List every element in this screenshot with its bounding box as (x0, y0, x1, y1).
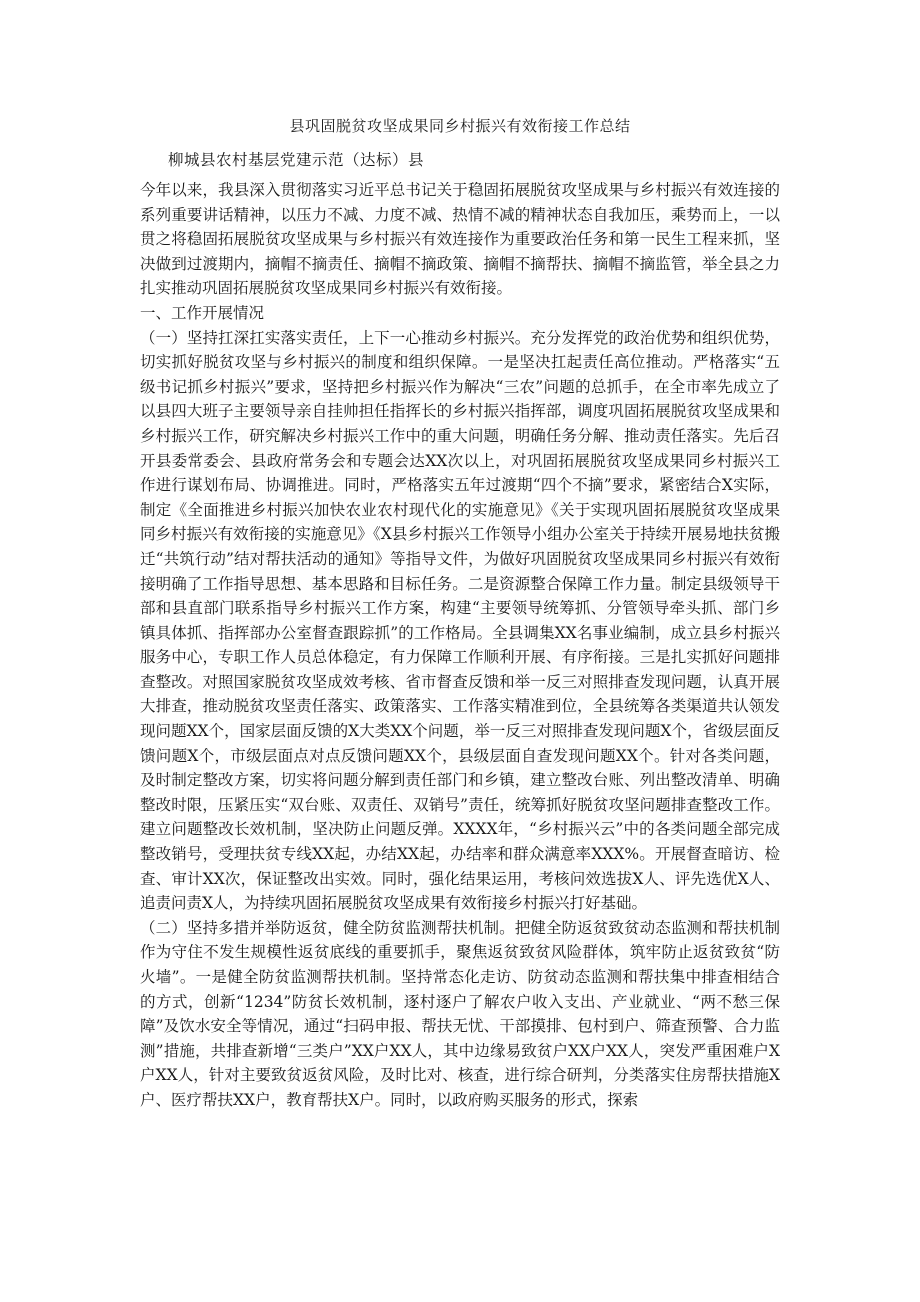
paragraph-section-2: （二）坚持多措并举防返贫，健全防贫监测帮扶机制。把健全防返贫致贫动态监测和帮扶机制作为守住不发生规模性返贫底线的重要抓手，聚焦返贫致贫风险群体，筑牢防止返贫致贫“防火墙”。一是健全防贫监测帮扶机制。坚持常态化走访、防贫动态监测和帮扶集中排查相结合的方式，创新“1234”防贫长效机制，逐村逐户了解农户收入支出、产业就业、“两不愁三保障”及饮水安全等情况，通过“扫码申报、帮扶无忧、干部摸排、包村到户、筛查预警、合力监测”措施，共排查新增“三类户”XX户XX人，其中边缘易致贫户XX户XX人，突发严重困难户X户XX人，针对主要致贫返贫风险，及时比对、核查，进行综合研判，分类落实住房帮扶措施X户、医疗帮扶XX户，教育帮扶X户。同时，以政府购买服务的形式，探索 (140, 918, 780, 1109)
paragraph-section-1: （一）坚持扛深扛实落实责任，上下一心推动乡村振兴。充分发挥党的政治优势和组织优势，切实抓好脱贫攻坚与乡村振兴的制度和组织保障。一是坚决扛起责任高位推动。严格落实“五级书记抓乡村振兴”要求，坚持把乡村振兴作为解决“三农”问题的总抓手，在全市率先成立了以县四大班子主要领导亲自挂帅担任指挥长的乡村振兴指挥部，调度巩固拓展脱贫攻坚成果和乡村振兴工作，研究解决乡村振兴工作中的重大问题，明确任务分解、推动责任落实。先后召开县委常委会、县政府常务会和专题会达XX次以上，对巩固拓展脱贫攻坚成果同乡村振兴工作进行谋划布局、协调推进。同时，严格落实五年过渡期“四个不摘”要求，紧密结合X实际，制定《全面推进乡村振兴加快农业农村现代化的实施意见》《关于实现巩固拓展脱贫攻坚成果同乡村振兴有效衔接的实施意见》《X县乡村振兴工作领导小组办公室关于持续开展易地扶贫搬迁“共筑行动”结对帮扶活动的通知》等指导文件，为做好巩固脱贫攻坚成果同乡村振兴有效衔接明确了工作指导思想、基本思路和目标任务。二是资源整合保障工作力量。制定县级领导干部和县直部门联系指导乡村振兴工作方案，构建“主要领导统筹抓、分管领导牵头抓、部门乡镇具体抓、指挥部办公室督查跟踪抓”的工作格局。全县调集XX名事业编制，成立县乡村振兴服务中心，专职工作人员总体稳定，有力保障工作顺利开展、有序衔接。三是扎实抓好问题排查整改。对照国家脱贫攻坚成效考核、省市督查反馈和举一反三对照排查发现问题，认真开展大排查，推动脱贫攻坚责任落实、政策落实、工作落实精准到位，全县统筹各类渠道共认领发现问题XX个，国家层面反馈的X大类XX个问题，举一反三对照排查发现问题X个，省级层面反馈问题X个，市级层面点对点反馈问题XX个，县级层面自查发现问题XX个。针对各类问题，及时制定整改方案，切实将问题分解到责任部门和乡镇，建立整改台账、列出整改清单、明确整改时限，压紧压实“双台账、双责任、双销号”责任，统筹抓好脱贫攻坚问题排查整改工作。建立问题整改长效机制，坚决防止问题反弹。XXXX年，“乡村振兴云”中的各类问题全部完成整改销号，受理扶贫专线XX起，办结XX起，办结率和群众满意率XXX%。开展督查暗访、检查、审计XX次，保证整改出实效。同时，强化结果运用，考核问效选拔X人、评先选优X人、追责问责X人，为持续巩固拓展脱贫攻坚成果有效衔接乡村振兴打好基础。 (140, 328, 780, 913)
document-subtitle: 柳城县农村基层党建示范（达标）县 (168, 151, 425, 169)
document-body (140, 178, 780, 1113)
section-heading: 一、工作开展情况 (140, 303, 265, 322)
paragraph-intro: 今年以来，我县深入贯彻落实习近平总书记关于稳固拓展脱贫攻坚成果与乡村振兴有效连接的系列重要讲话精神，以压力不减、力度不减、热情不减的精神状态自我加压，乘势而上，一以贯之将稳固拓展脱贫攻坚成果与乡村振兴有效连接作为重要政治任务和第一民生工程来抓，坚决做到过渡期内，摘帽不摘责任、摘帽不摘政策、摘帽不摘帮扶、摘帽不摘监管，举全县之力扎实推动巩固拓展脱贫攻坚成果同乡村振兴有效衔接。 (140, 181, 780, 298)
document-title: 县巩固脱贫攻坚成果同乡村振兴有效衔接工作总结 (289, 117, 631, 135)
